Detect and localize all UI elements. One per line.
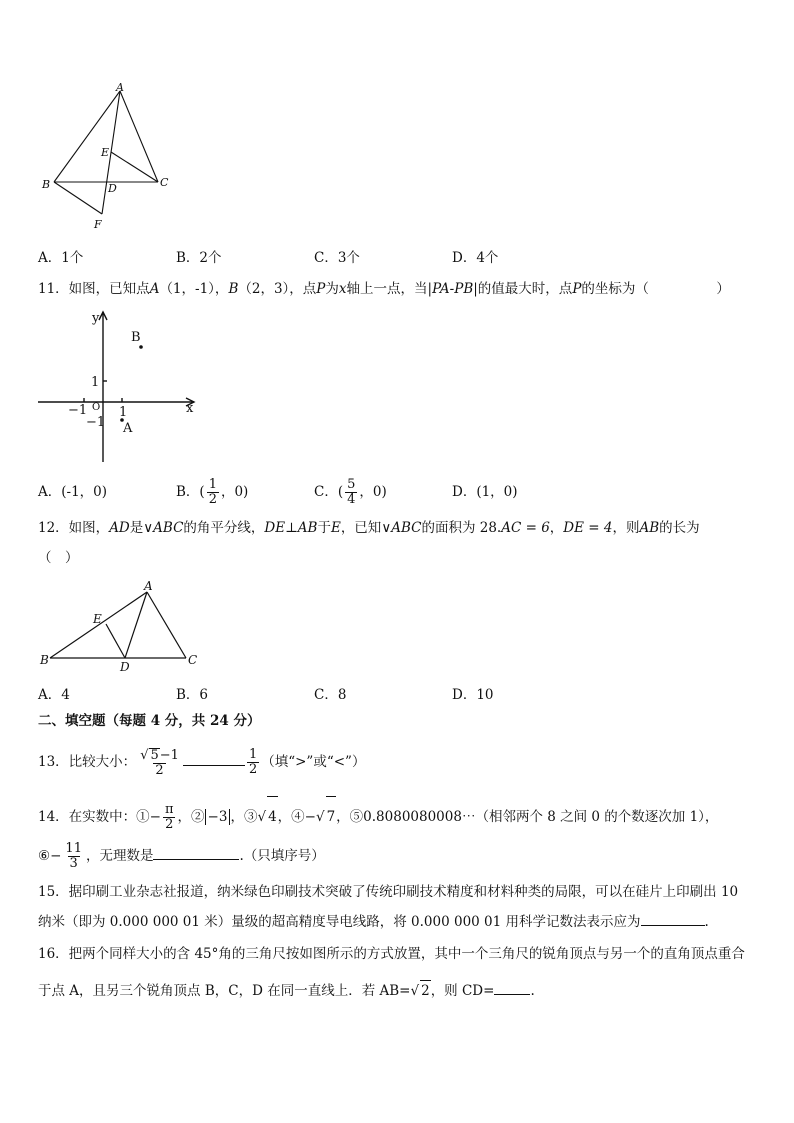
figure-q10-triangle — [36, 82, 186, 232]
q12-stem-line2: （ ） — [38, 550, 79, 566]
q14-answer-blank[interactable] — [153, 859, 239, 860]
q12-option-a: A．4 — [38, 687, 70, 703]
q11-tick-yneg1: −1 — [86, 415, 106, 430]
q16-stem-line1: 16．把两个同样大小的含 45°角的三角尺按如图所示的方式放置，其中一个三角尺的锐角顶点与另一个的直角顶点重合 — [38, 946, 745, 962]
fig10-label-d: D — [108, 182, 117, 195]
q10-option-b: B．2个 — [176, 250, 222, 266]
q10-option-c: C．3个 — [314, 250, 360, 266]
q11-axis-x-label: x — [186, 401, 194, 416]
q16-answer-blank[interactable] — [494, 994, 530, 995]
q11-point-b — [139, 345, 143, 349]
q11-tick-x1: 1 — [119, 405, 128, 420]
q15-stem-line1: 15．据印刷工业杂志社报道，纳米绿色印刷技术突破了传统印刷技术精度和材料种类的局限，可以在硅片上印刷出 10 — [38, 884, 739, 900]
figure-q12-triangle — [36, 578, 206, 678]
fig12-label-b: B — [40, 653, 49, 667]
q11-option-b: B．( $\frac{1}{2}$ ，0) — [176, 477, 249, 507]
fig10-label-c: C — [160, 176, 169, 189]
q15-stem-line2: 纳米（即为 0.000 000 01 米）量级的超高精度导电线路，将 0.000 000 01 用科学记数法表示应为 . — [38, 914, 709, 930]
q11-option-c: C．( $\frac{5}{4}$ ，0) — [314, 477, 387, 507]
fig12-label-d: D — [120, 660, 130, 674]
q14-stem-line1: 14．在实数中：①− $\frac{\pi}{2}$ ，② −3 ，③√ 4，④−√ 7，⑤0.8080080008⋯（相邻两个 8 之间 0 的个数逐次加 1）， — [38, 796, 718, 837]
q12-option-c: C．8 — [314, 687, 347, 703]
fig10-label-a: A — [116, 82, 124, 94]
q16-stem-line2: 于点 A，且另三个锐角顶点 B，C，D 在同一直线上．若 AB=√ 2，则 CD= . — [38, 980, 535, 1001]
q11-label-a: A — [123, 421, 133, 436]
q14-stem-line2: ⑥− $\frac{11}{3}$ ，无理数是 .（只填序号） — [38, 841, 325, 871]
q13-answer-blank[interactable] — [183, 765, 245, 766]
q11-stem: 11．如图，已知点A（1，-1），B（2，3），点P为x轴上一点，当|PA-PB|的值最大时，点P的坐标为（ ） — [38, 281, 730, 297]
q11-origin: O — [92, 402, 101, 413]
section-2-heading: 二、填空题（每题 4 分，共 24 分） — [38, 713, 261, 729]
q10-option-d: D．4个 — [452, 250, 499, 266]
q11-label-b: B — [131, 330, 141, 345]
fig10-label-b: B — [42, 178, 51, 191]
q12-option-b: B．6 — [176, 687, 209, 703]
q15-answer-blank[interactable] — [641, 925, 705, 926]
fig12-label-e: E — [93, 612, 102, 626]
q12-stem-line1: 12．如图，AD是∨ABC的角平分线，DE⊥AB于E，已知∨ABC的面积为 28.AC = 6，DE = 4，则AB的长为 — [38, 520, 700, 536]
q11-option-a: A．(-1，0) — [38, 484, 108, 500]
q13-stem: 13．比较大小： $\frac{√ 5-1}{2}$ $\frac{1}{2}$ （填“>”或“<”） — [38, 747, 366, 778]
q12-option-d: D．10 — [452, 687, 494, 703]
q11-option-d: D．(1，0) — [452, 484, 518, 500]
q11-axis-y-label: y — [92, 311, 100, 326]
fig10-label-f: F — [94, 218, 102, 231]
figure-q11-coordinate-plane — [34, 306, 204, 466]
q11-tick-y1: 1 — [91, 375, 100, 390]
q11-tick-xneg1: −1 — [68, 403, 88, 418]
q10-option-a: A．1个 — [38, 250, 84, 266]
fig10-label-e: E — [101, 146, 110, 159]
fig12-label-a: A — [144, 579, 153, 593]
fig12-label-c: C — [188, 653, 198, 667]
